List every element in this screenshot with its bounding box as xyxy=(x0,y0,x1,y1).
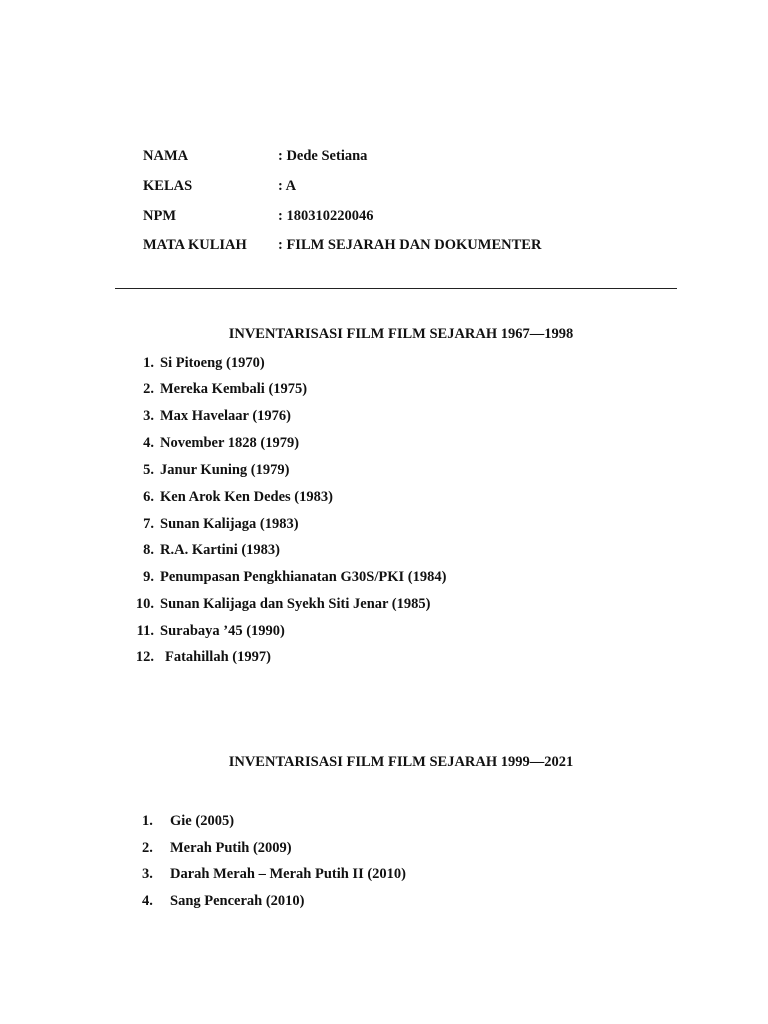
list-number: 4. xyxy=(143,435,154,451)
field-label: NPM xyxy=(143,208,177,224)
list-number: 1. xyxy=(142,813,153,829)
list-number: 5. xyxy=(143,462,154,478)
list-number: 12. xyxy=(135,649,154,665)
list-number: 8. xyxy=(143,542,154,558)
list-number: 11. xyxy=(136,623,154,639)
field-label: KELAS xyxy=(143,178,193,194)
list-text: Gie (2005) xyxy=(170,813,235,829)
list-text: Fatahillah (1997) xyxy=(165,649,271,665)
list-text: November 1828 (1979) xyxy=(160,435,300,451)
list-text: Penumpasan Pengkhianatan G30S/PKI (1984) xyxy=(160,569,447,585)
horizontal-divider xyxy=(115,288,677,289)
section-title-1999-2021: INVENTARISASI FILM FILM SEJARAH 1999—2021 xyxy=(228,754,574,770)
list-number: 9. xyxy=(143,569,154,585)
list-text: Sunan Kalijaga dan Syekh Siti Jenar (1985) xyxy=(160,596,431,612)
field-label: MATA KULIAH xyxy=(143,237,247,253)
list-text: Surabaya ’45 (1990) xyxy=(160,623,285,639)
list-number: 3. xyxy=(142,866,153,882)
list-text: Si Pitoeng (1970) xyxy=(160,355,265,371)
section-title-1967-1998: INVENTARISASI FILM FILM SEJARAH 1967—1998 xyxy=(228,326,574,342)
field-value: : 180310220046 xyxy=(278,208,374,224)
list-number: 2. xyxy=(143,381,154,397)
list-number: 2. xyxy=(142,840,153,856)
field-value: : A xyxy=(278,178,297,194)
list-text: Darah Merah – Merah Putih II (2010) xyxy=(170,866,407,882)
list-text: R.A. Kartini (1983) xyxy=(160,542,281,558)
list-text: Merah Putih (2009) xyxy=(170,840,292,856)
list-number: 4. xyxy=(142,893,153,909)
list-text: Mereka Kembali (1975) xyxy=(160,381,308,397)
list-number: 7. xyxy=(143,516,154,532)
list-number: 1. xyxy=(143,355,154,371)
list-text: Janur Kuning (1979) xyxy=(160,462,290,478)
list-number: 6. xyxy=(143,489,154,505)
list-text: Sunan Kalijaga (1983) xyxy=(160,516,299,532)
list-number: 3. xyxy=(143,408,154,424)
list-text: Max Havelaar (1976) xyxy=(160,408,292,424)
list-number: 10. xyxy=(135,596,154,612)
list-text: Sang Pencerah (2010) xyxy=(170,893,305,909)
list-text: Ken Arok Ken Dedes (1983) xyxy=(160,489,333,505)
field-value: : FILM SEJARAH DAN DOKUMENTER xyxy=(278,237,542,253)
field-value: : Dede Setiana xyxy=(278,148,368,164)
field-label: NAMA xyxy=(143,148,189,164)
